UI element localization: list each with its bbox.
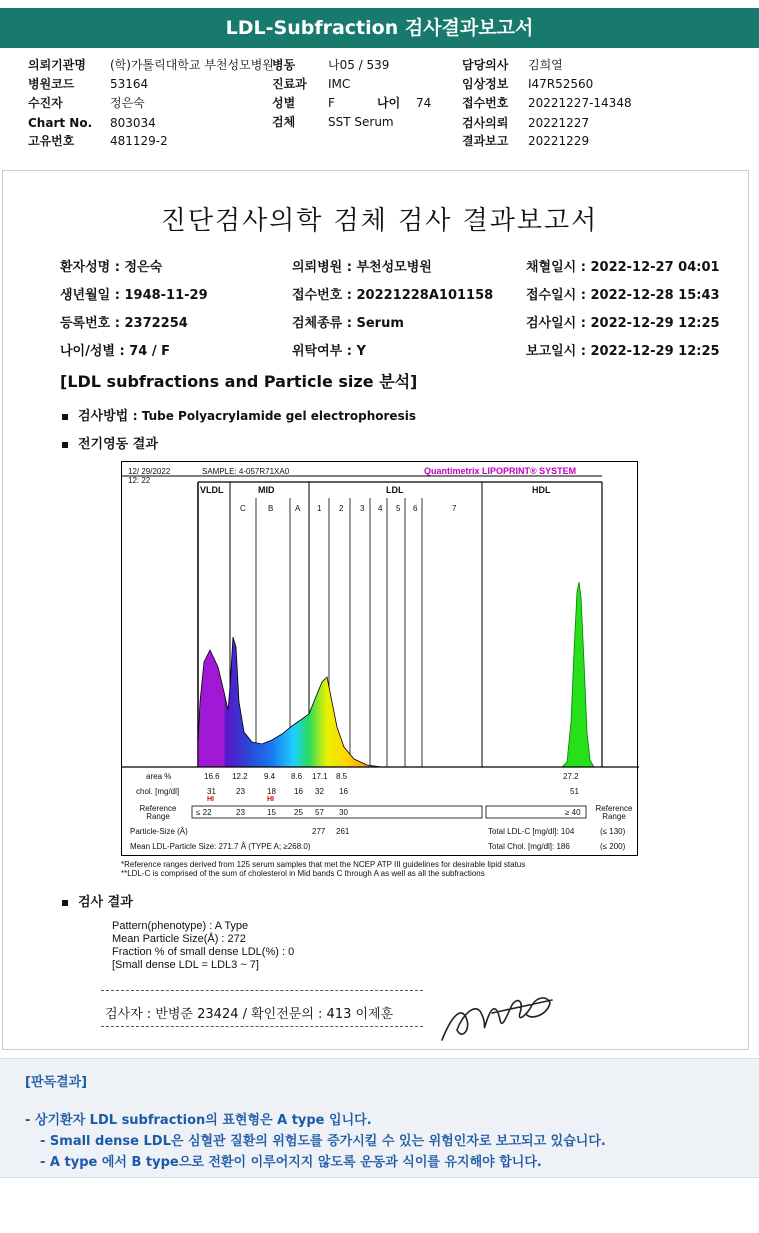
chol-c: 23 xyxy=(236,787,245,796)
band-dividers xyxy=(256,498,422,767)
method-item xyxy=(62,405,416,424)
result-line: Mean Particle Size(Å) : 272 xyxy=(112,933,246,945)
result-line: Fraction % of small dense LDL(%) : 0 xyxy=(112,946,295,958)
section-title: [LDL subfractions and Particle size 분석] xyxy=(60,372,418,391)
ref-1: 57 xyxy=(315,808,324,817)
group-ldl: LDL xyxy=(386,485,404,495)
hdr-label: 결과보고 xyxy=(462,134,509,148)
hdr-label: 성별 xyxy=(272,96,296,110)
result-line: Pattern(phenotype) : A Type xyxy=(112,920,249,932)
ref-2: 30 xyxy=(339,808,348,817)
result-line: [Small dense LDL = LDL3 ~ 7] xyxy=(112,959,259,971)
sign-rule-bottom xyxy=(101,1026,423,1027)
band-4: 4 xyxy=(378,504,383,513)
hdr-label: 나이 xyxy=(377,96,401,110)
chol-b: 18 xyxy=(267,787,276,796)
collect-time: 채혈일시 : 2022-12-27 04:01 xyxy=(526,260,720,275)
band-5: 5 xyxy=(396,504,401,513)
hi-flag-vldl: HI xyxy=(207,796,214,803)
total-ldl: Total LDL-C [mg/dl]: 104 xyxy=(488,827,575,836)
patient-consign: 위탁여부 : Y xyxy=(292,344,366,359)
examiner-line: 검사자 : 반병준 23424 / 확인전문의 : 413 이제훈 xyxy=(105,1007,394,1022)
hdr-label: 진료과 xyxy=(272,77,307,91)
hdr-label: 병동 xyxy=(272,58,296,72)
hdr-value: 53164 xyxy=(110,77,149,91)
bullet-icon xyxy=(62,900,68,906)
electrophoresis-chart xyxy=(121,461,638,856)
patient-receipt-no: 접수번호 : 20221228A101158 xyxy=(292,288,494,303)
result-list xyxy=(112,920,294,972)
chart-brand: Quantimetrix LIPOPRINT® SYSTEM xyxy=(424,466,577,476)
hdr-label: 수진자 xyxy=(28,96,63,110)
hdr-value: 20221229 xyxy=(528,134,590,148)
hdr-label: 임상정보 xyxy=(462,77,509,91)
area-hdl: 27.2 xyxy=(563,772,579,781)
hdr-value: 김희열 xyxy=(528,58,563,72)
chol-vldl: 31 xyxy=(207,787,216,796)
ref-b: 15 xyxy=(267,808,276,817)
hdr-value: 20221227 xyxy=(528,116,590,130)
band-b: B xyxy=(268,504,274,513)
hdr-label: 접수번호 xyxy=(462,96,509,110)
chol-hdl: 51 xyxy=(570,787,579,796)
interpretation-line: - Small dense LDL은 심혈관 질환의 위험도를 증가시킬 수 있는 위험인자로 보고되고 있습니다. xyxy=(40,1134,606,1149)
area-1: 17.1 xyxy=(312,772,328,781)
row-ref-label: Reference Range xyxy=(139,804,177,821)
chol-a: 16 xyxy=(294,787,303,796)
hdr-value: I47R52560 xyxy=(528,77,594,91)
report-title-bar: LDL-Subfraction 검사결과보고서 xyxy=(0,8,759,48)
bullet-icon xyxy=(62,414,68,420)
group-mid: MID xyxy=(258,485,275,495)
ref-vldl: ≤ 22 xyxy=(196,808,212,817)
hi-flag-b: HI xyxy=(267,796,274,803)
hdr-value: (학)가톨릭대학교 부천성모병원 xyxy=(110,58,274,72)
hdl-peak xyxy=(562,582,594,767)
band-3: 3 xyxy=(360,504,365,513)
band-a: A xyxy=(295,504,301,513)
hdr-value: IMC xyxy=(328,77,351,91)
chol-2: 16 xyxy=(339,787,348,796)
hdr-value: 481129-2 xyxy=(110,134,168,148)
row-area-label: area % xyxy=(146,772,172,781)
band-1: 1 xyxy=(317,504,322,513)
patient-birth: 생년월일 : 1948-11-29 xyxy=(60,288,208,303)
chart-sample: SAMPLE: 4-057R71XA0 xyxy=(202,467,290,476)
total-ldl-ref: (≤ 130) xyxy=(600,827,626,836)
interpretation-title: [판독결과] xyxy=(25,1075,88,1090)
ref-hdl: ≥ 40 xyxy=(565,808,581,817)
method-value: : Tube Polyacrylamide gel electrophoresis xyxy=(132,409,416,423)
hdr-label: 병원코드 xyxy=(28,77,75,91)
ref-c: 23 xyxy=(236,808,245,817)
hdr-value: F xyxy=(328,96,335,110)
band-c: C xyxy=(240,504,246,513)
ref-a: 25 xyxy=(294,808,303,817)
interpretation-line: - 상기환자 LDL subfraction의 표현형은 A type 입니다. xyxy=(25,1113,372,1128)
row-particle-label: Particle-Size (Å) xyxy=(130,827,188,836)
hdr-value: 정은숙 xyxy=(110,96,145,110)
area-b: 9.4 xyxy=(264,772,276,781)
test-time: 검사일시 : 2022-12-29 12:25 xyxy=(526,316,720,331)
patient-name: 환자성명 : 정은숙 xyxy=(60,260,163,275)
band-2: 2 xyxy=(339,504,344,513)
sign-rule-top xyxy=(101,990,423,991)
hdr-label: 의뢰기관명 xyxy=(28,58,86,72)
particle-2: 261 xyxy=(336,827,350,836)
interpretation-panel xyxy=(0,1058,759,1178)
hdr-label: 담당의사 xyxy=(462,58,509,72)
interpretation-line: - A type 에서 B type으로 전환이 이루어지지 않도록 운동과 식이를 유지해야 합니다. xyxy=(40,1155,542,1170)
report-heading: 진단검사의학 검체 검사 결과보고서 xyxy=(160,206,599,236)
electro-item xyxy=(62,433,158,452)
bullet-icon xyxy=(62,442,68,448)
hdr-label: 고유번호 xyxy=(28,134,75,148)
total-chol-ref: (≤ 200) xyxy=(600,842,626,851)
band-6: 6 xyxy=(413,504,418,513)
hdr-value: SST Serum xyxy=(328,115,394,129)
chart-svg xyxy=(122,462,639,857)
patient-reg: 등록번호 : 2372254 xyxy=(60,316,188,331)
group-hdl: HDL xyxy=(532,485,551,495)
hdr-value: 803034 xyxy=(110,116,156,130)
ref-label-right: Reference Range xyxy=(595,804,633,821)
particle-1: 277 xyxy=(312,827,326,836)
area-c: 12.2 xyxy=(232,772,248,781)
method-label: 검사방법 xyxy=(78,409,129,424)
footnote-1: *Reference ranges derived from 125 serum samples that met the NCEP ATP III guidelines for desirable lipid status xyxy=(121,860,526,869)
chart-time: 12: 22 xyxy=(128,476,151,485)
hdr-label: 검체 xyxy=(272,115,296,129)
patient-agesex: 나이/성별 : 74 / F xyxy=(60,344,171,359)
row-chol-label: chol. [mg/dl] xyxy=(136,787,180,796)
chart-date: 12/ 29/2022 xyxy=(128,467,171,476)
result-item xyxy=(62,891,133,910)
area-a: 8.6 xyxy=(291,772,303,781)
receive-time: 접수일시 : 2022-12-28 15:43 xyxy=(526,288,720,303)
area-vldl: 16.6 xyxy=(204,772,220,781)
result-label: 검사 결과 xyxy=(78,895,133,910)
patient-specimen: 검체종류 : Serum xyxy=(292,316,404,331)
hdr-value: 74 xyxy=(416,96,432,110)
hdr-label: 검사의뢰 xyxy=(462,116,509,130)
electro-label: 전기영동 결과 xyxy=(78,437,158,452)
report-time: 보고일시 : 2022-12-29 12:25 xyxy=(526,344,720,359)
chol-1: 32 xyxy=(315,787,324,796)
hdr-value: 나05 / 539 xyxy=(328,58,390,72)
hdr-value: 20221227-14348 xyxy=(528,96,632,110)
total-chol: Total Chol. [mg/dl]: 186 xyxy=(488,842,570,851)
signature-image xyxy=(432,985,562,1050)
group-vldl: VLDL xyxy=(200,485,224,495)
mean-particle-size: Mean LDL-Particle Size: 271.7 Å (TYPE A; ≥268.0) xyxy=(130,842,311,851)
band-7: 7 xyxy=(452,504,457,513)
footnote-2: **LDL-C is comprised of the sum of cholesterol in Mid bands C through A as well as all the subfractions xyxy=(121,869,485,878)
hdr-label: Chart No. xyxy=(28,116,93,130)
area-2: 8.5 xyxy=(336,772,348,781)
patient-hospital: 의뢰병원 : 부천성모병원 xyxy=(292,260,432,275)
